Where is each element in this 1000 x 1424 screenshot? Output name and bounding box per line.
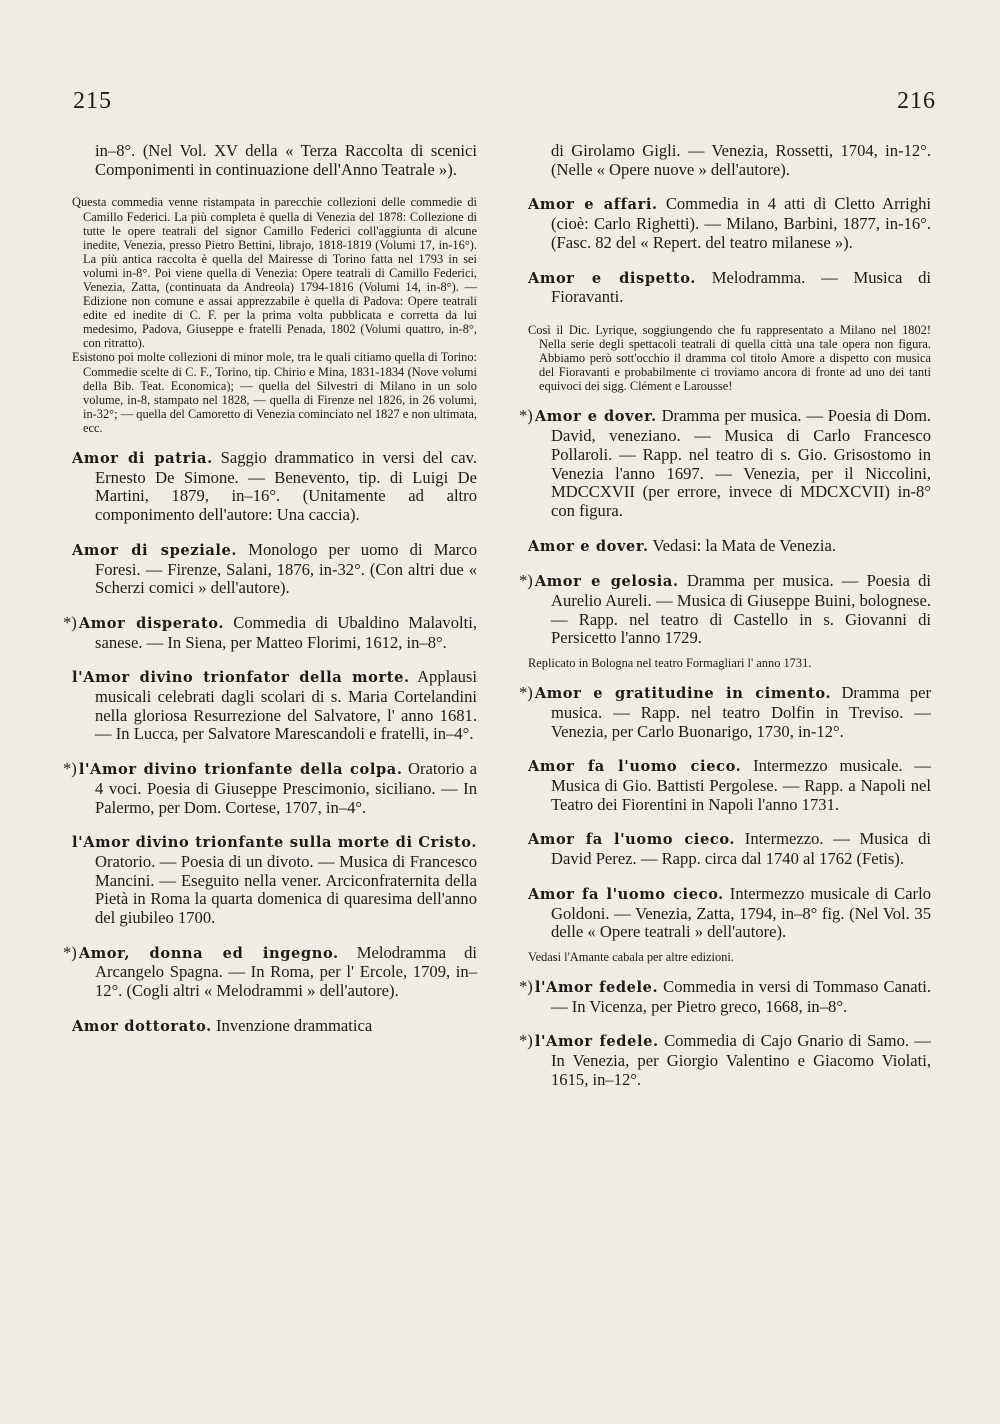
entry-title: l'Amor divino trionfator della morte. — [72, 669, 410, 687]
footnote-paragraph: Questa commedia venne ristampata in parecchie collezioni delle commedie di Camillo Federici. La più completa è quella di Venezia del 1878: Collezione di tutte le opere teatrali del signor Camillo Federici coll'aggiunta di alcune inedite, Venezia, presso Pietro Bettini, librajo, 1818-1819 (Volumi 17, in-16°). La più antica raccolta è quella del Mairesse di Torino fatta nel 1793 in sei volumi in-8°. Poi viene quella di Venezia: Opere teatrali di Camillo Federici, Venezia, Zatta, (continuata da Andreola) 1794-1816 (Volumi 14, in-8°). — Edizione non comune e assai apprezzabile è quella di Padova: Opere teatrali edite ed inedite di C. F. per la prima volta pubblicata e corretta da lui medesimo, Padova, Giuseppe e fratelli Penada, 1802 (Volumi quattro, in-8°, con ritratto). — [72, 195, 477, 351]
entry-description: Melodramma. — Musica di Fioravanti. — [551, 267, 931, 307]
entry-description: Oratorio. — Poesia di un divoto. — Musica di Francesco Mancini. — Eseguito nella vener. Arciconfraternita della Pietà in Roma la quarta domenica di quaresima dell'anno del giubileo 1700. — [95, 851, 477, 928]
entry-description: Intermezzo musicale. — Musica di Gio. Battisti Pergolese. — Rapp. a Napoli nel Teatro dei Fiorentini in Napoli l'anno 1731. — [551, 756, 931, 814]
footnote — [528, 656, 931, 670]
catalog-entry — [528, 885, 931, 942]
entry-title: Amor dottorato. — [72, 1017, 212, 1035]
entry-description: Commedia in versi di Tommaso Canati. — In Vicenza, per Pietro greco, 1668, in–8°. — [551, 977, 931, 1016]
entry-title: Amor disperato. — [78, 614, 225, 632]
page-number-right: 216 — [897, 88, 936, 114]
catalog-entry — [519, 977, 931, 1016]
asterisk-mark: *) — [519, 683, 533, 703]
entry-description: Intermezzo. — Musica di David Perez. — Rapp. circa dal 1740 al 1762 (Fetis). — [551, 829, 931, 869]
entry-description: Dramma per musica. — Poesia di Dom. David, veneziano. — Musica di Carlo Francesco Pollaroli. — Rapp. nel teatro di s. Gio. Grisostomo in Venezia l'anno 1697. — Venezia, per il Niccolini, MDCCXVII (per errore, invece di MDCXCVII) in-8° con figura. — [551, 406, 931, 520]
footnote — [528, 323, 931, 393]
asterisk-mark: *) — [63, 759, 77, 779]
entry-description: Oratorio a 4 voci. Poesia di Giuseppe Prescimonio, siciliano. — In Palermo, per Dom. Cortese, 1707, in–4°. — [95, 759, 477, 817]
entry-description: Melodramma di Arcangelo Spagna. — In Roma, per l' Ercole, 1709, in–12°. (Cogli altri « Melodrammi » dell'autore). — [95, 942, 478, 1001]
entry-title: l'Amor fedele. — [534, 979, 659, 997]
catalog-entry — [72, 1017, 477, 1037]
entry-title: Amor e affari. — [528, 196, 658, 214]
entry-title: Amor e gratitudine in cimento. — [534, 685, 832, 703]
asterisk-mark: *) — [519, 406, 533, 426]
catalog-entry — [519, 406, 931, 520]
asterisk-mark: *) — [519, 1031, 533, 1051]
left-column — [63, 141, 478, 1053]
catalog-entry — [528, 830, 931, 868]
entry-description: Applausi musicali celebrati dagli scolari di s. Maria Cortelandini nella gloriosa Resurrezione del Salvatore, l' anno 1681. — In Lucca, per Salvatore Marescandoli e fratelli, in–4°. — [95, 667, 477, 744]
entry-description: Saggio drammatico in versi del cav. Ernesto De Simone. — Benevento, tip. di Luigi De Martini, 1879, in–16°. (Unitamente ad altro componimento dell'autore: Una caccia). — [95, 448, 477, 525]
catalog-entry — [72, 668, 477, 744]
entry-description: Commedia di Ubaldino Malavolti, sanese. — In Siena, per Matteo Florimi, 1612, in–8°. — [95, 612, 477, 652]
catalog-entry — [63, 759, 477, 817]
catalog-entry — [528, 269, 931, 307]
entry-title: Amor fa l'uomo cieco. — [528, 885, 724, 903]
page-number-left: 215 — [73, 88, 112, 114]
footnote — [72, 195, 477, 435]
entry-description: Commedia in 4 atti di Cletto Arrighi (cioè: Carlo Righetti). — Milano, Barbini, 1877, in-16°. (Fasc. 82 del « Repert. del teatro milanese »). — [551, 194, 931, 252]
catalog-entry — [63, 942, 478, 1001]
entry-title: Amor e gelosia. — [534, 573, 679, 591]
entry-title: Amor fa l'uomo cieco. — [528, 831, 736, 849]
entry-description: Invenzione drammatica — [216, 1015, 373, 1035]
entry-title: Amor e dispetto. — [528, 269, 696, 287]
entry-title: Amor, donna ed ingegno. — [78, 944, 339, 962]
asterisk-mark: *) — [519, 571, 533, 591]
entry-title: Amor fa l'uomo cieco. — [528, 758, 742, 776]
footnote-paragraph: Così il Dic. Lyrique, soggiungendo che fu rappresentato a Milano nel 1802! Nella serie degli spettacoli teatrali di quella città una tale opera non figura. Abbiamo però sott'occhio il dramma col titolo Amore a dispetto con musica del Fioravanti e probabilmente ci troviamo ancora di fronte ad uno dei tanti equivoci dei sigg. Clément e Larousse! — [528, 322, 931, 394]
entry-continuation: in–8°. (Nel Vol. XV della « Terza Raccolta di scenici Componimenti in continuazione dell'Anno Teatrale »). — [95, 141, 477, 179]
entry-title: l'Amor divino trionfante della colpa. — [78, 761, 403, 779]
right-column — [519, 141, 932, 1106]
asterisk-mark: *) — [63, 942, 77, 962]
catalog-entry — [528, 195, 931, 252]
footnote-paragraph: Replicato in Bologna nel teatro Formagliari l' anno 1731. — [528, 656, 812, 671]
entry-description: Intermezzo musicale di Carlo Goldoni. — Venezia, Zatta, 1794, in–8° fig. (Nel Vol. 35 delle « Opere teatrali » dell'autore). — [551, 883, 931, 942]
entry-title: Amor e dover. — [528, 537, 649, 555]
asterisk-mark: *) — [63, 612, 77, 632]
entry-continuation: di Girolamo Gigli. — Venezia, Rossetti, 1704, in-12°. (Nelle « Opere nuove » dell'autore). — [551, 141, 931, 179]
catalog-entry — [528, 757, 931, 814]
footnote-paragraph: Vedasi l'Amante cabala per altre edizioni. — [528, 949, 734, 964]
entry-title: Amor di speziale. — [72, 541, 238, 559]
entry-description: Monologo per uomo di Marco Foresi. — Firenze, Salani, 1876, in-32°. (Con altri due « Scherzi comici » dell'autore). — [95, 539, 477, 598]
catalog-entry — [519, 1031, 931, 1089]
catalog-entry — [519, 571, 932, 648]
asterisk-mark: *) — [519, 977, 533, 997]
catalog-entry — [72, 449, 477, 525]
entry-title: l'Amor divino trionfante sulla morte di Cristo. — [72, 834, 477, 852]
footnote-paragraph: Esistono poi molte collezioni di minor mole, tra le quali citiamo quella di Torino: Commedie scelte di C. F., Torino, tip. Chirio e Mina, 1831-1834 (Nove volumi della Bib. Teat. Economica); — quella del Silvestri di Milano in un solo volume, in-8, stampato nel 1828, — quella di Firenze nel 1826, in 26 volumi, in-32°; — quella del Camoretto di Venezia cominciato nel 1827 e non ultimata, ecc. — [72, 350, 477, 435]
entry-description: Dramma per musica. — Poesia di Aurelio Aureli. — Musica di Giuseppe Buini, bolognese. — Rapp. nel teatro di Castello in s. Giovanni di Persicetto l'anno 1729. — [551, 571, 932, 648]
entry-description: Vedasi: la Mata de Venezia. — [652, 535, 836, 555]
entry-title: Amor e dover. — [534, 408, 657, 426]
entry-description: Commedia di Cajo Gnario di Samo. — In Venezia, per Giorgio Valentino e Giacomo Violati, 1615, in–12°. — [551, 1031, 931, 1089]
catalog-entry — [72, 833, 477, 928]
entry-title: Amor di patria. — [72, 450, 213, 467]
catalog-entry — [72, 541, 477, 598]
entry-title: l'Amor fedele. — [534, 1033, 659, 1051]
entry-description: Dramma per musica. — Rapp. nel teatro Dolfin in Treviso. — Venezia, per Carlo Buonarigo, 1730, in-12°. — [551, 683, 931, 741]
catalog-entry — [519, 683, 931, 741]
catalog-entry — [528, 537, 931, 557]
catalog-entry — [63, 612, 477, 652]
footnote — [528, 950, 931, 964]
